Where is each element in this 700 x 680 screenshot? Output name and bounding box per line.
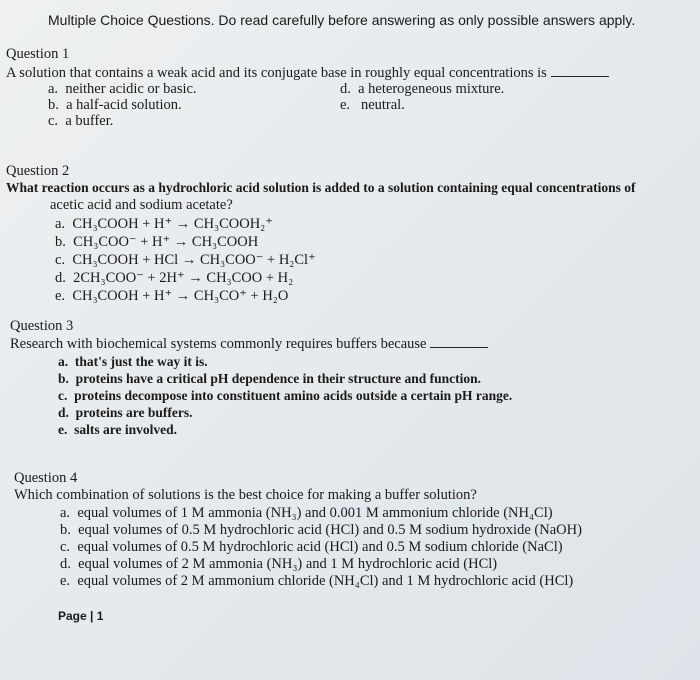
option-text: proteins decompose into constituent amino acids outside a certain pH range.	[74, 388, 513, 403]
q3-option-a[interactable]	[58, 354, 208, 370]
answer-blank	[430, 335, 488, 348]
q2-option-b[interactable]	[55, 234, 258, 250]
q4-option-e[interactable]	[60, 573, 573, 589]
question-4-label: Question 4	[14, 470, 78, 486]
option-text: CH₃COO⁻ + H⁺ → CH₃COOH	[73, 234, 259, 250]
option-letter: a.	[55, 216, 66, 232]
option-letter: b.	[48, 97, 59, 113]
option-text: a heterogeneous mixture.	[358, 81, 505, 97]
option-letter: c.	[60, 539, 71, 555]
option-text: equal volumes of 2 M ammonia (NH₃) and 1 M hydrochloric acid (HCl)	[78, 556, 498, 572]
option-letter: c.	[48, 113, 59, 129]
option-text: proteins are buffers.	[75, 405, 193, 420]
option-letter: c.	[55, 252, 66, 268]
q1-option-c[interactable]	[48, 113, 113, 129]
option-letter: e.	[340, 97, 351, 113]
q1-option-b[interactable]	[48, 97, 182, 113]
option-text: CH₃COOH + H⁺ → CH₃CO⁺ + H₂O	[72, 288, 289, 304]
option-text: CH₃COOH + H⁺ → CH₃COOH₂⁺	[72, 216, 273, 232]
answer-blank	[551, 64, 609, 77]
option-letter: d.	[55, 270, 66, 286]
question-3-stem: Research with biochemical systems commonly requires buffers because	[10, 336, 427, 352]
question-2-text-cont: acetic acid and sodium acetate?	[50, 197, 233, 213]
question-1-text	[6, 64, 609, 81]
option-text: 2CH₃COO⁻ + 2H⁺ → CH₃COO + H₂	[73, 270, 294, 286]
q2-option-d[interactable]	[55, 270, 293, 286]
question-3-label: Question 3	[10, 318, 74, 334]
option-letter: c.	[58, 388, 68, 403]
q3-option-d[interactable]	[58, 405, 193, 421]
option-letter: b.	[58, 371, 69, 386]
option-letter: a.	[58, 354, 69, 369]
option-text: that's just the way it is.	[74, 354, 208, 369]
question-3-text	[10, 335, 488, 352]
page-number: Page | 1	[58, 609, 104, 623]
option-letter: b.	[60, 522, 71, 538]
option-letter: b.	[55, 234, 66, 250]
option-text: equal volumes of 1 M ammonia (NH₃) and 0.001 M ammonium chloride (NH₄Cl)	[77, 505, 553, 521]
q1-option-d[interactable]	[340, 81, 504, 97]
option-letter: e.	[55, 288, 66, 304]
q1-option-a[interactable]	[48, 81, 197, 97]
question-1-stem: A solution that contains a weak acid and its conjugate base in roughly equal concentrations is	[6, 65, 547, 81]
q2-option-a[interactable]	[55, 216, 273, 232]
option-text: equal volumes of 0.5 M hydrochloric acid (HCl) and 0.5 M sodium chloride (NaCl)	[77, 539, 563, 555]
q4-option-a[interactable]	[60, 505, 553, 521]
question-2-label: Question 2	[6, 163, 70, 179]
q3-option-c[interactable]	[58, 388, 512, 404]
question-4-text: Which combination of solutions is the best choice for making a buffer solution?	[14, 487, 477, 503]
option-text: a half-acid solution.	[66, 97, 182, 113]
question-1-label: Question 1	[6, 46, 70, 62]
option-text: neither acidic or basic.	[65, 81, 197, 97]
option-text: neutral.	[360, 97, 405, 113]
question-2-text: What reaction occurs as a hydrochloric acid solution is added to a solution containing equal concentrations of	[6, 180, 636, 195]
q1-option-e[interactable]	[340, 97, 405, 113]
q2-option-c[interactable]	[55, 252, 316, 268]
option-text: proteins have a critical pH dependence in their structure and function.	[75, 371, 482, 386]
option-letter: a.	[48, 81, 59, 97]
option-text: equal volumes of 2 M ammonium chloride (NH₄Cl) and 1 M hydrochloric acid (HCl)	[77, 573, 574, 589]
option-letter: a.	[60, 505, 71, 521]
q4-option-d[interactable]	[60, 556, 497, 572]
option-text: equal volumes of 0.5 M hydrochloric acid (HCl) and 0.5 M sodium hydroxide (NaOH)	[78, 522, 582, 538]
page-header: Multiple Choice Questions. Do read carefully before answering as only possible answers apply.	[48, 12, 636, 28]
q3-option-e[interactable]	[58, 422, 177, 438]
option-letter: d.	[58, 405, 69, 420]
option-text: salts are involved.	[74, 422, 178, 437]
q4-option-b[interactable]	[60, 522, 582, 538]
q4-option-c[interactable]	[60, 539, 563, 555]
q2-option-e[interactable]	[55, 288, 288, 304]
option-letter: e.	[60, 573, 71, 589]
option-letter: d.	[340, 81, 351, 97]
q3-option-b[interactable]	[58, 371, 481, 387]
option-letter: d.	[60, 556, 71, 572]
option-text: CH₃COOH + HCl → CH₃COO⁻ + H₂Cl⁺	[72, 252, 316, 268]
option-letter: e.	[58, 422, 68, 437]
option-text: a buffer.	[65, 113, 114, 129]
